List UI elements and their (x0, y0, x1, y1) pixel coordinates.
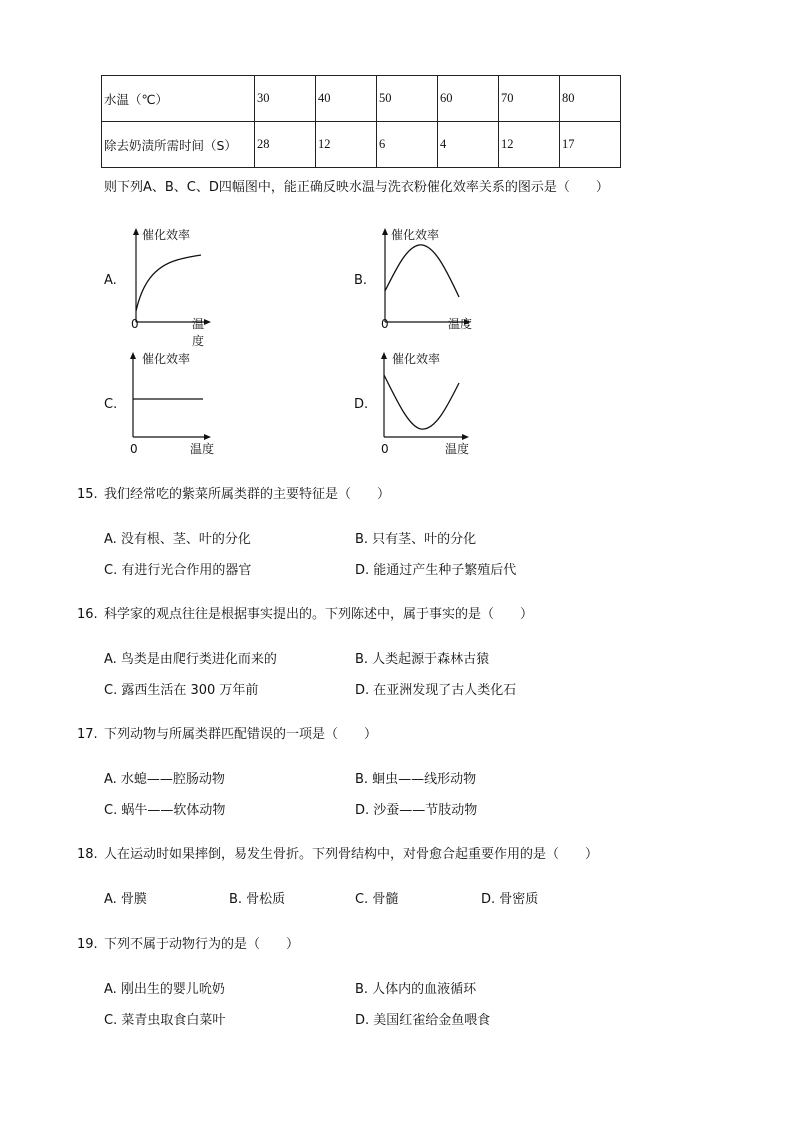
table-header-cell: 除去奶渍所需时间（S） (102, 122, 255, 168)
table-cell: 28 (255, 122, 316, 168)
table-row (102, 122, 621, 168)
graph-a-xlabel: 温度 (192, 317, 205, 348)
question-16-option-c[interactable]: C. 露西生活在 300 万年前 (104, 683, 259, 698)
question-15-option-c[interactable]: C. 有进行光合作用的器官 (104, 563, 252, 578)
graph-a (125, 225, 215, 348)
question-16-option-b[interactable]: B. 人类起源于森林古猿 (355, 652, 490, 667)
graph-b-origin: 0 (381, 317, 389, 331)
question-17-option-d[interactable]: D. 沙蚕——节肢动物 (355, 803, 478, 818)
question-15-option-a[interactable]: A. 没有根、茎、叶的分化 (104, 532, 251, 547)
table-cell: 70 (499, 76, 560, 122)
water-temperature-table (101, 75, 621, 168)
question-17-number: 17. (77, 727, 98, 742)
question-14-prompt: 则下列A、B、C、D四幅图中，能正确反映水温与洗衣粉催化效率关系的图示是（ ） (104, 180, 609, 195)
question-18-text: 人在运动时如果摔倒，易发生骨折。下列骨结构中，对骨愈合起重要作用的是（ ） (104, 847, 599, 862)
question-16-text: 科学家的观点往往是根据事实提出的。下列陈述中，属于事实的是（ ） (104, 607, 534, 622)
graph-a-origin: 0 (131, 317, 139, 331)
graph-b-letter: B. (354, 273, 368, 288)
question-17-option-a[interactable]: A. 水螅——腔肠动物 (104, 772, 225, 787)
question-18-option-b[interactable]: B. 骨松质 (229, 892, 286, 907)
question-19-option-c[interactable]: C. 菜青虫取食白菜叶 (104, 1013, 226, 1028)
question-19-option-d[interactable]: D. 美国红雀给金鱼喂食 (355, 1013, 491, 1028)
table-cell: 17 (560, 122, 621, 168)
question-19-text: 下列不属于动物行为的是（ ） (104, 937, 300, 952)
graph-b-xlabel: 温度 (448, 317, 473, 331)
question-15-text: 我们经常吃的紫菜所属类群的主要特征是（ ） (104, 487, 391, 502)
graph-c-ylabel: 催化效率 (142, 352, 191, 366)
table-cell: 12 (316, 122, 377, 168)
question-15-option-b[interactable]: B. 只有茎、叶的分化 (355, 532, 477, 547)
question-19-option-a[interactable]: A. 刚出生的婴儿吮奶 (104, 982, 225, 997)
graph-c (125, 349, 220, 458)
table-cell: 4 (438, 122, 499, 168)
question-16-number: 16. (77, 607, 98, 622)
question-16-option-d[interactable]: D. 在亚洲发现了古人类化石 (355, 683, 517, 698)
question-18-option-c[interactable]: C. 骨髓 (355, 892, 399, 907)
graph-d-ylabel: 催化效率 (392, 352, 441, 366)
graph-d (375, 349, 475, 458)
graph-c-origin: 0 (130, 442, 138, 456)
graph-a-ylabel: 催化效率 (142, 228, 191, 242)
table-cell: 40 (316, 76, 377, 122)
question-18-option-d[interactable]: D. 骨密质 (481, 892, 539, 907)
table-cell: 60 (438, 76, 499, 122)
table-cell: 6 (377, 122, 438, 168)
table-cell: 80 (560, 76, 621, 122)
question-18-option-a[interactable]: A. 骨膜 (104, 892, 147, 907)
question-17-option-b[interactable]: B. 蛔虫——线形动物 (355, 772, 477, 787)
question-16-option-a[interactable]: A. 鸟类是由爬行类进化而来的 (104, 652, 277, 667)
table-header-cell: 水温（℃） (102, 76, 255, 122)
graph-b (375, 225, 475, 334)
question-15-number: 15. (77, 487, 98, 502)
graph-b-ylabel: 催化效率 (391, 228, 440, 242)
graph-d-origin: 0 (381, 442, 389, 456)
graph-d-letter: D. (354, 397, 369, 412)
table-cell: 50 (377, 76, 438, 122)
graph-c-letter: C. (104, 397, 118, 412)
question-19-number: 19. (77, 937, 98, 952)
graph-a-letter: A. (104, 273, 117, 288)
table-cell: 30 (255, 76, 316, 122)
graph-c-xlabel: 温度 (190, 442, 215, 456)
table-row (102, 76, 621, 122)
graph-d-xlabel: 温度 (445, 442, 470, 456)
table-cell: 12 (499, 122, 560, 168)
question-17-option-c[interactable]: C. 蜗牛——软体动物 (104, 803, 226, 818)
question-18-number: 18. (77, 847, 98, 862)
question-15-option-d[interactable]: D. 能通过产生种子繁殖后代 (355, 563, 517, 578)
question-17-text: 下列动物与所属类群匹配错误的一项是（ ） (104, 727, 378, 742)
question-19-option-b[interactable]: B. 人体内的血液循环 (355, 982, 477, 997)
